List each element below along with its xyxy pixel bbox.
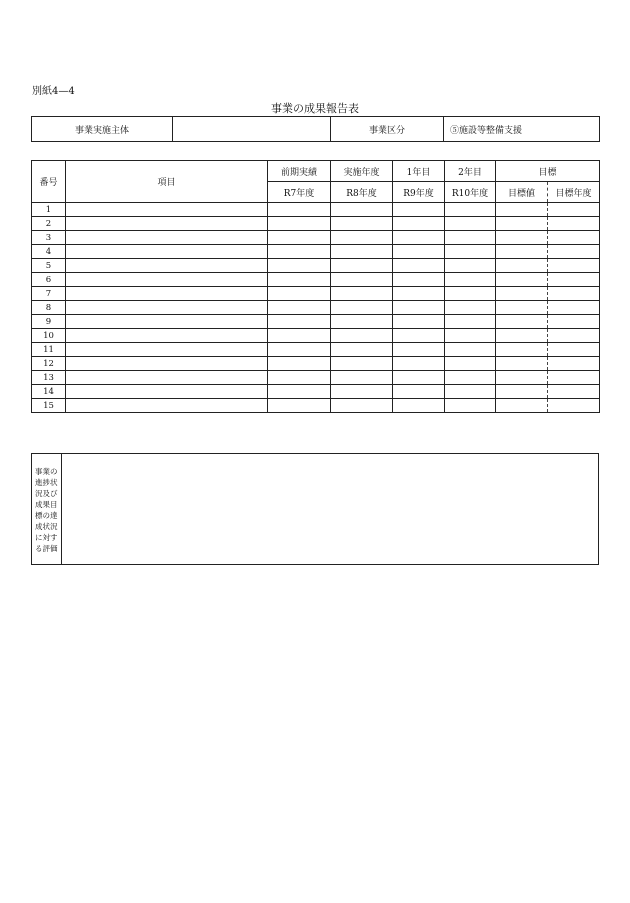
table-row: [32, 385, 600, 399]
row-number-cell: 8: [32, 301, 66, 315]
sub-header-prev: R7年度: [268, 182, 331, 203]
table-body: [32, 203, 600, 413]
table-row: [32, 371, 600, 385]
row-year2-cell[interactable]: [445, 273, 496, 287]
row-prev-cell[interactable]: [268, 343, 331, 357]
row-target-value-cell[interactable]: [496, 399, 548, 413]
col-header-impl-year: 実施年度: [331, 161, 393, 182]
col-header-year2: 2年目: [445, 161, 496, 182]
row-year2-cell[interactable]: [445, 329, 496, 343]
row-year2-cell[interactable]: [445, 357, 496, 371]
row-number-cell: 4: [32, 245, 66, 259]
row-target-value-cell[interactable]: [496, 245, 548, 259]
row-prev-cell[interactable]: [268, 301, 331, 315]
row-item-cell[interactable]: [66, 329, 268, 343]
sub-header-target-year: 目標年度: [548, 182, 600, 203]
row-impl-year-cell[interactable]: [331, 357, 393, 371]
row-target-year-cell[interactable]: [548, 357, 600, 371]
row-year1-cell[interactable]: [393, 343, 445, 357]
row-year2-cell[interactable]: [445, 371, 496, 385]
table-row: [32, 399, 600, 413]
row-item-cell[interactable]: [66, 343, 268, 357]
row-year1-cell[interactable]: [393, 315, 445, 329]
row-impl-year-cell[interactable]: [331, 231, 393, 245]
row-number-cell: 6: [32, 273, 66, 287]
row-impl-year-cell[interactable]: [331, 399, 393, 413]
row-prev-cell[interactable]: [268, 245, 331, 259]
row-number-cell: 2: [32, 217, 66, 231]
col-header-target: 目標: [496, 161, 600, 182]
table-row: [32, 301, 600, 315]
page-title: 事業の成果報告表: [271, 102, 359, 115]
row-target-year-cell[interactable]: [548, 371, 600, 385]
table-row: [32, 217, 600, 231]
row-target-value-cell[interactable]: [496, 329, 548, 343]
row-item-cell[interactable]: [66, 245, 268, 259]
row-year1-cell[interactable]: [393, 287, 445, 301]
row-number-cell: 9: [32, 315, 66, 329]
row-number-cell: 3: [32, 231, 66, 245]
row-year1-cell[interactable]: [393, 385, 445, 399]
row-target-value-cell[interactable]: [496, 231, 548, 245]
row-impl-year-cell[interactable]: [331, 371, 393, 385]
row-prev-cell[interactable]: [268, 231, 331, 245]
row-target-value-cell[interactable]: [496, 371, 548, 385]
row-target-year-cell[interactable]: [548, 399, 600, 413]
row-impl-year-cell[interactable]: [331, 301, 393, 315]
row-target-year-cell[interactable]: [548, 301, 600, 315]
row-target-value-cell[interactable]: [496, 273, 548, 287]
row-item-cell[interactable]: [66, 287, 268, 301]
row-number-cell: 15: [32, 399, 66, 413]
row-number-cell: 1: [32, 203, 66, 217]
row-year2-cell[interactable]: [445, 343, 496, 357]
row-number-cell: 7: [32, 287, 66, 301]
table-row: [32, 259, 600, 273]
row-impl-year-cell[interactable]: [331, 329, 393, 343]
row-number-cell: 13: [32, 371, 66, 385]
row-year1-cell[interactable]: [393, 357, 445, 371]
row-year1-cell[interactable]: [393, 259, 445, 273]
row-target-year-cell[interactable]: [548, 259, 600, 273]
row-item-cell[interactable]: [66, 371, 268, 385]
sub-header-year1: R9年度: [393, 182, 445, 203]
row-year2-cell[interactable]: [445, 301, 496, 315]
row-impl-year-cell[interactable]: [331, 315, 393, 329]
row-impl-year-cell[interactable]: [331, 259, 393, 273]
row-target-year-cell[interactable]: [548, 343, 600, 357]
row-target-value-cell[interactable]: [496, 217, 548, 231]
row-impl-year-cell[interactable]: [331, 217, 393, 231]
row-target-value-cell[interactable]: [496, 259, 548, 273]
row-impl-year-cell[interactable]: [331, 343, 393, 357]
row-item-cell[interactable]: [66, 217, 268, 231]
category-label: 事業区分: [331, 117, 444, 142]
row-target-value-cell[interactable]: [496, 203, 548, 217]
row-target-year-cell[interactable]: [548, 203, 600, 217]
row-year2-cell[interactable]: [445, 203, 496, 217]
row-prev-cell[interactable]: [268, 371, 331, 385]
row-year1-cell[interactable]: [393, 217, 445, 231]
col-header-year1: 1年目: [393, 161, 445, 182]
row-target-year-cell[interactable]: [548, 217, 600, 231]
row-target-year-cell[interactable]: [548, 287, 600, 301]
row-number-cell: 11: [32, 343, 66, 357]
table-row: [32, 343, 600, 357]
row-item-cell[interactable]: [66, 259, 268, 273]
row-target-value-cell[interactable]: [496, 343, 548, 357]
row-item-cell[interactable]: [66, 357, 268, 371]
document-label: 別紙4—4: [32, 86, 75, 97]
table-row: [32, 315, 600, 329]
evaluation-box: [31, 453, 599, 565]
table-row: [32, 273, 600, 287]
row-prev-cell[interactable]: [268, 357, 331, 371]
row-prev-cell[interactable]: [268, 217, 331, 231]
row-year2-cell[interactable]: [445, 287, 496, 301]
row-prev-cell[interactable]: [268, 385, 331, 399]
row-impl-year-cell[interactable]: [331, 203, 393, 217]
row-target-year-cell[interactable]: [548, 329, 600, 343]
sub-header-impl-year: R8年度: [331, 182, 393, 203]
row-year1-cell[interactable]: [393, 371, 445, 385]
row-impl-year-cell[interactable]: [331, 385, 393, 399]
results-table: [31, 160, 600, 413]
row-target-value-cell[interactable]: [496, 357, 548, 371]
row-prev-cell[interactable]: [268, 399, 331, 413]
sub-header-year2: R10年度: [445, 182, 496, 203]
row-prev-cell[interactable]: [268, 259, 331, 273]
row-year1-cell[interactable]: [393, 399, 445, 413]
row-year2-cell[interactable]: [445, 385, 496, 399]
row-year1-cell[interactable]: [393, 203, 445, 217]
table-row: [32, 203, 600, 217]
table-row: [32, 287, 600, 301]
row-impl-year-cell[interactable]: [331, 273, 393, 287]
row-prev-cell[interactable]: [268, 287, 331, 301]
row-target-year-cell[interactable]: [548, 385, 600, 399]
row-year2-cell[interactable]: [445, 259, 496, 273]
row-year1-cell[interactable]: [393, 245, 445, 259]
row-year1-cell[interactable]: [393, 231, 445, 245]
evaluation-content[interactable]: [62, 454, 598, 564]
row-year2-cell[interactable]: [445, 217, 496, 231]
row-year2-cell[interactable]: [445, 245, 496, 259]
row-item-cell[interactable]: [66, 231, 268, 245]
row-item-cell[interactable]: [66, 385, 268, 399]
row-number-cell: 14: [32, 385, 66, 399]
row-prev-cell[interactable]: [268, 203, 331, 217]
entity-label: 事業実施主体: [32, 117, 173, 142]
row-target-year-cell[interactable]: [548, 315, 600, 329]
row-number-cell: 12: [32, 357, 66, 371]
row-target-value-cell[interactable]: [496, 385, 548, 399]
table-row: [32, 231, 600, 245]
row-year2-cell[interactable]: [445, 231, 496, 245]
table-row: [32, 245, 600, 259]
row-year1-cell[interactable]: [393, 273, 445, 287]
row-prev-cell[interactable]: [268, 329, 331, 343]
category-value: ⑤施設等整備支援: [444, 117, 600, 142]
row-target-value-cell[interactable]: [496, 301, 548, 315]
row-target-value-cell[interactable]: [496, 287, 548, 301]
row-item-cell[interactable]: [66, 315, 268, 329]
row-impl-year-cell[interactable]: [331, 287, 393, 301]
row-year2-cell[interactable]: [445, 399, 496, 413]
row-item-cell[interactable]: [66, 203, 268, 217]
evaluation-label: 事業の進捗状況及び成果目標の達成状況に対する評価: [32, 454, 62, 564]
row-impl-year-cell[interactable]: [331, 245, 393, 259]
row-target-year-cell[interactable]: [548, 273, 600, 287]
col-header-number: 番号: [32, 161, 66, 203]
row-prev-cell[interactable]: [268, 315, 331, 329]
row-item-cell[interactable]: [66, 273, 268, 287]
row-year1-cell[interactable]: [393, 301, 445, 315]
sub-header-target-value: 目標値: [496, 182, 548, 203]
row-number-cell: 10: [32, 329, 66, 343]
row-target-value-cell[interactable]: [496, 315, 548, 329]
entity-value-cell[interactable]: [173, 117, 331, 142]
col-header-prev: 前期実績: [268, 161, 331, 182]
row-prev-cell[interactable]: [268, 273, 331, 287]
row-number-cell: 5: [32, 259, 66, 273]
table-row: [32, 357, 600, 371]
table-row: [32, 329, 600, 343]
row-year2-cell[interactable]: [445, 315, 496, 329]
row-year1-cell[interactable]: [393, 329, 445, 343]
col-header-item: 項目: [66, 161, 268, 203]
header-table: [31, 116, 600, 142]
row-target-year-cell[interactable]: [548, 231, 600, 245]
row-item-cell[interactable]: [66, 399, 268, 413]
row-target-year-cell[interactable]: [548, 245, 600, 259]
row-item-cell[interactable]: [66, 301, 268, 315]
